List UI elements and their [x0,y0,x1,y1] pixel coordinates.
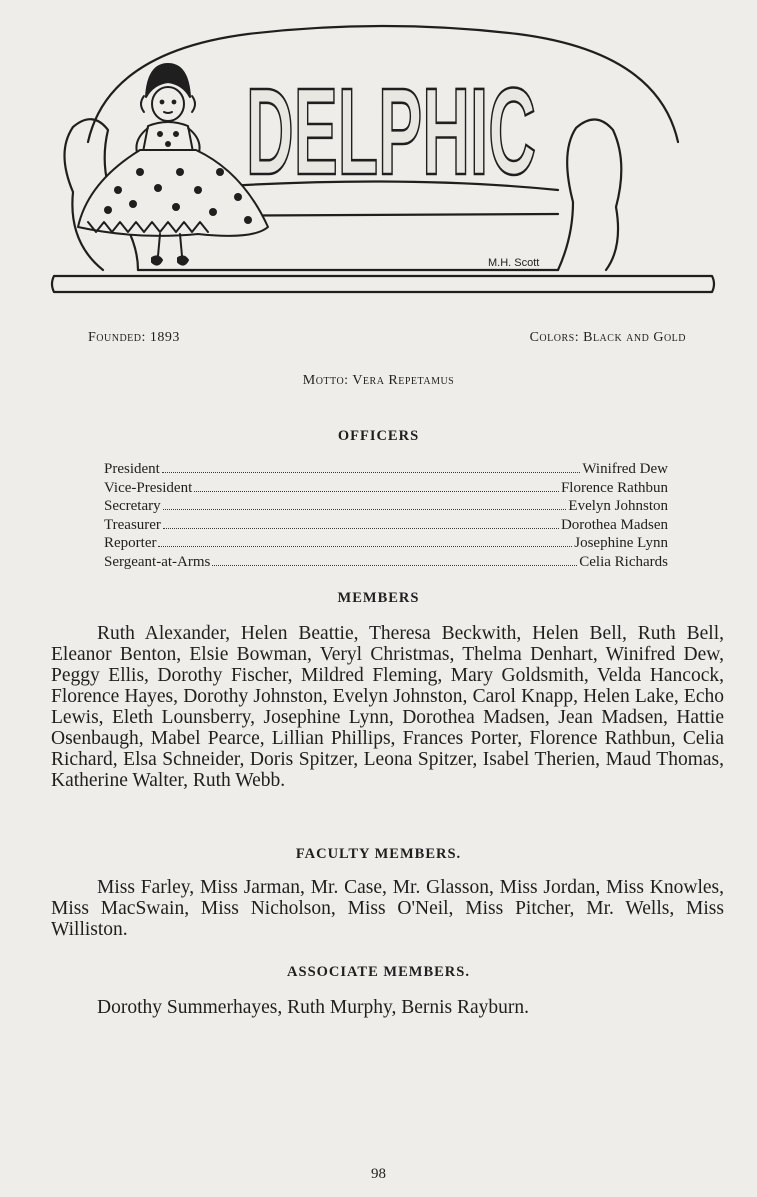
members-heading: MEMBERS [337,590,420,606]
artist-signature: M.H. Scott [488,257,540,269]
motto-text: Motto: Vera Repetamus [302,373,455,388]
associate-members-heading: ASSOCIATE MEMBERS. [287,964,470,980]
officer-list [104,460,668,571]
header-illustration [48,22,718,300]
colors-text: Colors: Black and Gold [529,330,686,345]
officer-row [104,497,668,516]
dot-leader [163,497,567,510]
officer-name: Evelyn Johnston [568,498,668,514]
sofa-right-arm [558,119,621,270]
dot-leader [194,479,559,492]
officer-name: Winifred Dew [582,461,668,477]
page-number: 98 [371,1166,386,1182]
officer-role: Sergeant-at-Arms [104,553,211,570]
faculty-members-heading: FACULTY MEMBERS. [295,846,462,862]
dot-leader [162,460,581,473]
officer-role: Treasurer [104,516,161,533]
officer-name: Dorothea Madsen [560,516,668,533]
officer-row [104,460,668,479]
officer-role: Vice-President [104,479,193,496]
officer-name: Celia Richards [579,553,668,570]
sofa-base [52,276,714,292]
delphic-title: DELPHIC [246,61,536,201]
dot-leader [158,534,572,547]
members-list-text: Ruth Alexander, Helen Beattie, Theresa Beckwith, Helen Bell, Ruth Bell, Eleanor Benton, Elsie Bowman, Veryl Christmas, Thelma Denhart, Winifred Dew, Peggy Ellis, Dorothy Fischer, Mildred Fleming, Mary Goldsmith, Velda Hancock, Florence Hayes, Dorothy Johnston, Evelyn Johnston, Carol Knapp, Helen Lake, Echo Lewis, Eleth Lounsberry, Josephine Lynn, Dorothea Madsen, Jean Madsen, Hattie Osenbaugh, Mabel Pearce, Lillian Phillips, Frances Porter, Florence Rathbun, Celia Richard, Elsa Schneider, Doris Spitzer, Leona Spitzer, Isabel Therien, Maud Thomas, Katherine Walter, Ruth Webb. [51,623,724,791]
faculty-members-text: Miss Farley, Miss Jarman, Mr. Case, Mr. Glasson, Miss Jordan, Miss Knowles, Miss MacSwain, Miss Nicholson, Miss O'Neil, Miss Pitcher, Mr. Wells, Miss Williston. [51,877,724,940]
officer-row [104,553,668,572]
associate-members-text: Dorothy Summerhayes, Ruth Murphy, Bernis Rayburn. [97,997,530,1018]
founded-colors-row [88,330,686,346]
officer-role: Reporter [104,535,157,551]
dot-leader [212,553,577,566]
founded-text: Founded: 1893 [88,330,180,345]
girl-figure [78,64,268,265]
officer-row [104,479,668,498]
officer-name: Josephine Lynn [574,535,668,551]
officers-heading: OFFICERS [337,428,420,444]
officer-row [104,516,668,535]
officer-row [104,534,668,553]
officer-role: President [104,461,160,477]
officer-role: Secretary [104,498,161,514]
dot-leader [163,516,559,529]
officer-name: Florence Rathbun [560,479,668,496]
